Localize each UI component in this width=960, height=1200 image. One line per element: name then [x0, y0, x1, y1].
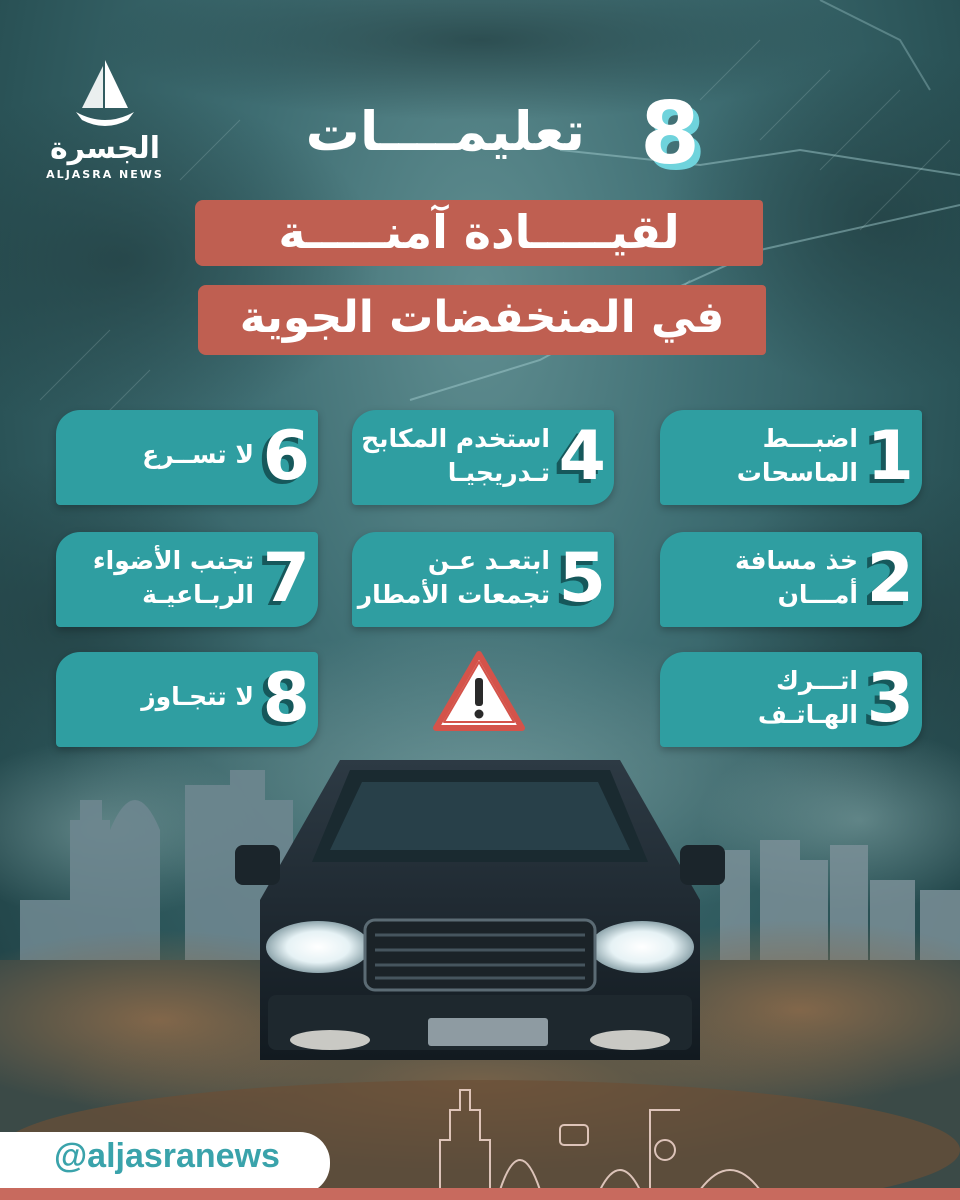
tip-card-6	[56, 410, 318, 505]
tip-text	[357, 544, 550, 612]
tip-text	[64, 438, 254, 472]
tip-line: الربـاعيـة	[142, 580, 254, 609]
brand-logo	[40, 58, 170, 181]
brand-name-arabic: الجسرة	[49, 131, 161, 166]
tip-number: 5	[558, 539, 606, 618]
tip-text	[668, 664, 858, 732]
tip-number: 7	[262, 539, 310, 618]
tip-number: 3	[866, 659, 914, 738]
tip-line: استخدم المكابح	[361, 424, 550, 453]
tip-number: 8	[262, 659, 310, 738]
title-word: تعليمــــات	[305, 100, 585, 163]
subtitle-line-1: لقيـــــادة آمنـــــة	[195, 200, 763, 266]
social-handle[interactable]: @aljasranews	[54, 1137, 280, 1175]
tip-line: تجنب الأضواء	[92, 546, 254, 575]
tip-text	[64, 544, 254, 612]
tip-line: لا تتجـاوز	[141, 682, 254, 711]
tip-card-4	[352, 410, 614, 505]
tip-line: خذ مسافة	[735, 546, 858, 575]
bottom-accent-bar	[0, 1188, 960, 1200]
tip-line: الماسحات	[736, 458, 858, 487]
tip-number: 2	[866, 539, 914, 618]
sailboat-logo-icon	[70, 58, 140, 130]
brand-name-english: ALJASRA NEWS	[46, 168, 164, 181]
subtitle-line-2: في المنخفضات الجوية	[198, 285, 766, 355]
tip-text	[668, 422, 858, 490]
tip-line: تـدريجيـا	[447, 458, 550, 487]
tip-line: الهـاتـف	[757, 700, 858, 729]
tip-card-2	[660, 532, 922, 627]
tip-line: أمـــان	[777, 580, 858, 609]
main-title	[250, 84, 710, 184]
warning-triangle-icon	[432, 650, 526, 732]
tip-number: 1	[866, 417, 914, 496]
tip-number: 6	[262, 417, 310, 496]
tip-card-8	[56, 652, 318, 747]
tip-text	[360, 422, 550, 490]
tip-card-3	[660, 652, 922, 747]
tip-line: لا تســرع	[142, 440, 254, 469]
tip-line: اتـــرك	[775, 666, 858, 695]
tip-line: ابتعـد عـن	[427, 546, 550, 575]
tip-card-5	[352, 532, 614, 627]
tip-line: تجمعات الأمطار	[357, 580, 550, 609]
tip-text	[668, 544, 858, 612]
title-number: 8	[640, 84, 700, 184]
tip-text	[64, 680, 254, 714]
tip-number: 4	[558, 417, 606, 496]
tip-card-7	[56, 532, 318, 627]
tip-card-1	[660, 410, 922, 505]
tip-line: اضبـــط	[762, 424, 858, 453]
